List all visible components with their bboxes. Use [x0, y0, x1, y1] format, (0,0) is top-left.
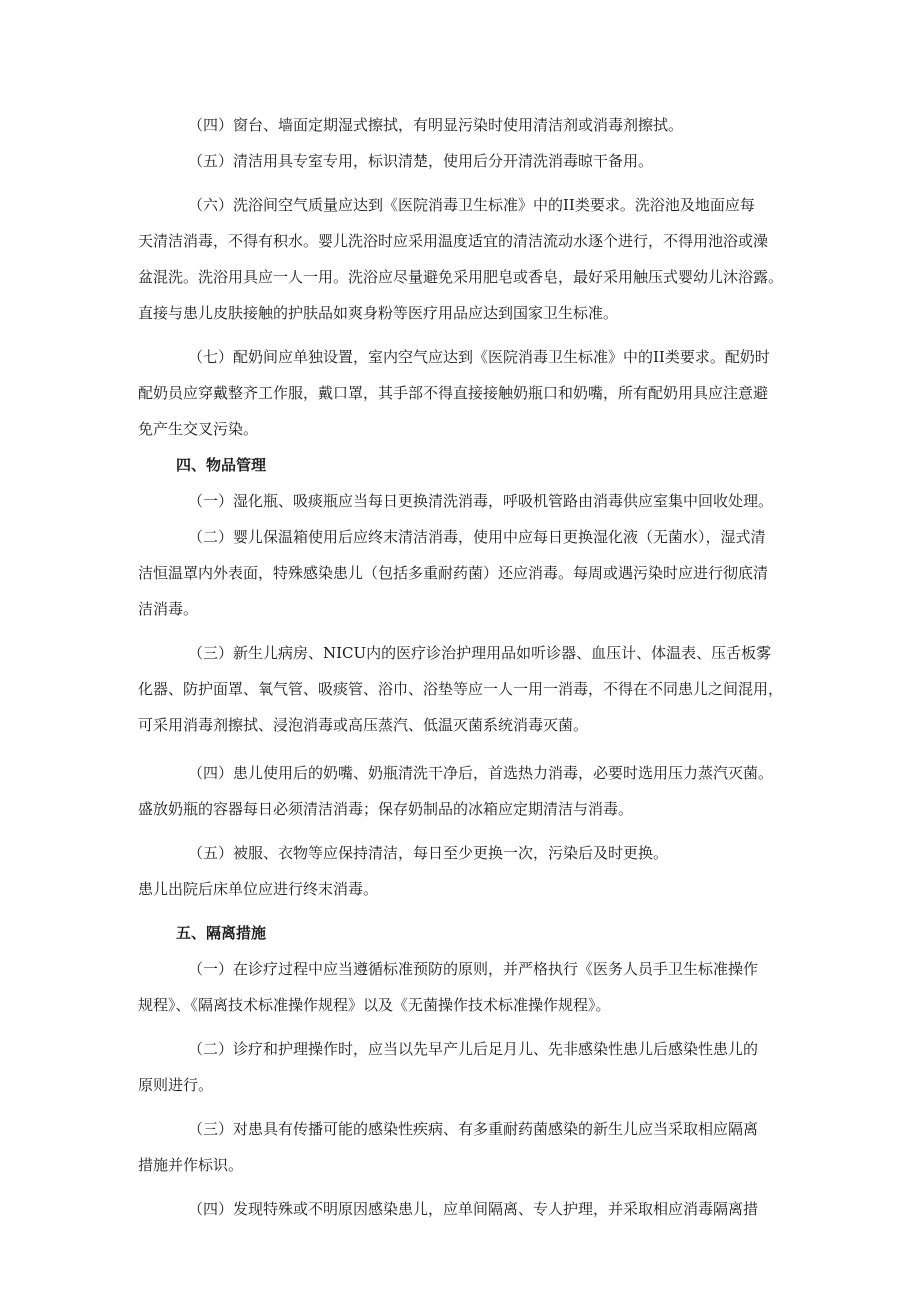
paragraph-line: 配奶员应穿戴整齐工作服，戴口罩，其手部不得直接接触奶瓶口和奶嘴，所有配奶用具应注意避 — [138, 384, 769, 402]
paragraph-line: （一）在诊疗过程中应当遵循标准预防的原则，并严格执行《医务人员手卫生标准操作 — [188, 960, 759, 978]
paragraph-line: 可采用消毒剂擦拭、浸泡消毒或高压蒸汽、低温灭菌系统消毒灭菌。 — [138, 716, 589, 734]
paragraph-line: 天清洁消毒，不得有积水。婴儿洗浴时应采用温度适宜的清洁流动水逐个进行，不得用池浴或澡 — [138, 232, 769, 250]
paragraph-line: 盛放奶瓶的容器每日必须清洁消毒；保存奶制品的冰箱应定期清洁与消毒。 — [138, 800, 634, 818]
paragraph-line: （二）婴儿保温箱使用后应终末清洁消毒，使用中应每日更换湿化液（无菌水），湿式清 — [188, 528, 766, 546]
paragraph-line: 盆混洗。洗浴用具应一人一用。洗浴应尽量避免采用肥皂或香皂，最好采用触压式婴幼儿沐浴露。 — [138, 268, 784, 286]
paragraph-line: 化器、防护面罩、氧气管、吸痰管、浴巾、浴垫等应一人一用一消毒，不得在不同患儿之间混用， — [138, 680, 784, 698]
paragraph-line: （七）配奶间应单独设置，室内空气应达到《医院消毒卫生标准》中的II类要求。配奶时 — [188, 348, 770, 366]
paragraph-line: 措施并作标识。 — [138, 1156, 244, 1174]
paragraph-line: 原则进行。 — [138, 1076, 214, 1094]
paragraph-line: （五）清洁用具专室专用，标识清楚，使用后分开清洗消毒晾干备用。 — [188, 152, 654, 170]
paragraph-line: （三）对患具有传播可能的感染性疾病、有多重耐药菌感染的新生儿应当采取相应隔离 — [188, 1120, 759, 1138]
paragraph-line: （四）窗台、墙面定期湿式擦拭，有明显污染时使用清洁剂或消毒剂擦拭。 — [188, 116, 684, 134]
paragraph-line: 洁恒温罩内外表面，特殊感染患儿（包括多重耐药菌）还应消毒。每周或遇污染时应进行彻底清 — [138, 564, 769, 582]
paragraph-line: （四）发现特殊或不明原因感染患儿，应单间隔离、专人护理，并采取相应消毒隔离措 — [188, 1200, 759, 1218]
document-page — [138, 112, 790, 1222]
paragraph-line: （五）被服、衣物等应保持清洁，每日至少更换一次，污染后及时更换。 — [188, 844, 669, 862]
paragraph-line: （四）患儿使用后的奶嘴、奶瓶清洗干净后，首选热力消毒，必要时选用压力蒸汽灭菌。 — [188, 764, 774, 782]
paragraph-line: （三）新生儿病房、NICU内的医疗诊治护理用品如听诊器、血压计、体温表、压舌板雾 — [188, 644, 772, 662]
paragraph-line: （六）洗浴间空气质量应达到《医院消毒卫生标准》中的II类要求。洗浴池及地面应每 — [188, 196, 755, 214]
paragraph-line: 洁消毒。 — [138, 600, 199, 618]
section-heading: 四、物品管理 — [176, 456, 267, 474]
paragraph-line: 免产生交叉污染。 — [138, 420, 259, 438]
paragraph-line: 直接与患儿皮肤接触的护肤品如爽身粉等医疗用品应达到国家卫生标准。 — [138, 304, 619, 322]
section-heading: 五、隔离措施 — [176, 924, 267, 942]
paragraph-line: （二）诊疗和护理操作时，应当以先早产儿后足月儿、先非感染性患儿后感染性患儿的 — [188, 1040, 759, 1058]
paragraph-line: 患儿出院后床单位应进行终末消毒。 — [138, 880, 379, 898]
paragraph-line: （一）湿化瓶、吸痰瓶应当每日更换清洗消毒，呼吸机管路由消毒供应室集中回收处理。 — [188, 492, 774, 510]
paragraph-line: 规程》、《隔离技术标准操作规程》以及《无菌操作技术标准操作规程》。 — [138, 996, 611, 1014]
